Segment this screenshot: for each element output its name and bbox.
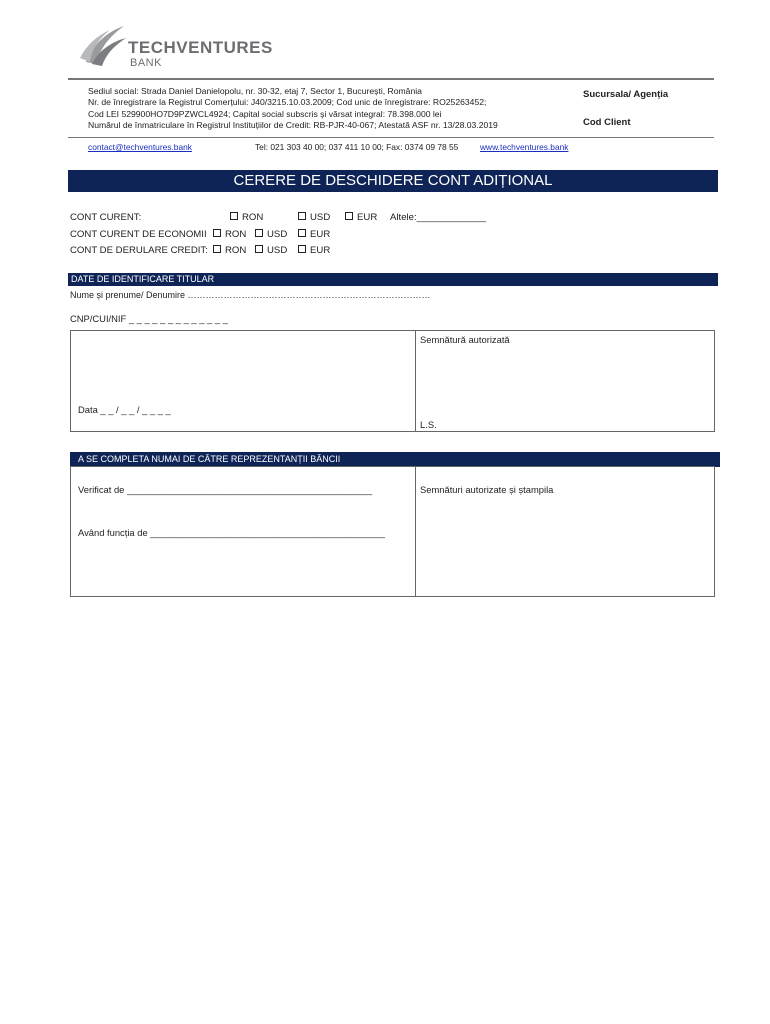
techventures-logo-icon xyxy=(78,22,128,66)
checkbox-icon[interactable] xyxy=(255,245,263,253)
checkbox-icon[interactable] xyxy=(298,212,306,220)
company-detail-line: Cod LEI 529900HO7D9PZWCL4924; Capital social subscris și vărsat integral: 78.398.000 lei xyxy=(88,108,442,119)
checkbox-icon[interactable] xyxy=(213,229,221,237)
checkbox-icon[interactable] xyxy=(298,245,306,253)
holder-box-divider xyxy=(415,330,416,431)
page-title: CERERE DE DESCHIDERE CONT ADIȚIONAL xyxy=(68,170,718,192)
bank-signatures-label: Semnături autorizate și ștampila xyxy=(420,484,554,495)
credit-ron-option[interactable]: RON xyxy=(213,245,246,256)
savings-account-label: CONT CURENT DE ECONOMII xyxy=(70,229,207,240)
brand-name: TECHVENTURES xyxy=(128,38,273,57)
company-detail-line: Nr. de înregistrare la Registrul Comerțului: J40/3215.10.03.2009; Cod unic de înregistrare: RO25263452; xyxy=(88,97,487,108)
brand-sub: BANK xyxy=(130,57,162,69)
checkbox-icon[interactable] xyxy=(255,229,263,237)
header-top-rule xyxy=(68,78,714,80)
holder-signature-box xyxy=(70,330,715,432)
credit-account-label: CONT DE DERULARE CREDIT: xyxy=(70,245,208,256)
bank-box-divider xyxy=(415,466,416,596)
checkbox-icon[interactable] xyxy=(213,245,221,253)
email-link[interactable]: contact@techventures.bank xyxy=(88,142,192,152)
checkbox-icon[interactable] xyxy=(345,212,353,220)
bank-section-header: A SE COMPLETA NUMAI DE CĂTRE REPREZENTANȚII BĂNCII xyxy=(70,452,720,467)
website-link[interactable]: www.techventures.bank xyxy=(480,142,569,152)
cnp-field[interactable]: CNP/CUI/NIF _ _ _ _ _ _ _ _ _ _ _ _ _ xyxy=(70,313,228,324)
branch-label: Sucursala/ Agenția xyxy=(583,89,669,100)
credit-usd-option[interactable]: USD xyxy=(255,245,287,256)
savings-usd-option[interactable]: USD xyxy=(255,229,287,240)
company-detail-line: Sediul social: Strada Daniel Danielopolu, nr. 30-32, etaj 7, Sector 1, București, România xyxy=(88,86,422,96)
authorized-signature-label: Semnătură autorizată xyxy=(420,334,510,345)
checkbox-icon[interactable] xyxy=(298,229,306,237)
date-field[interactable]: Data _ _ / _ _ / _ _ _ _ xyxy=(78,404,171,415)
header-bottom-rule xyxy=(68,137,714,138)
current-eur-option[interactable]: EUR xyxy=(345,212,377,223)
company-detail-line: Numărul de înmatriculare în Registrul Instituțiilor de Credit: RB-PJR-40-067; Atestată ASF nr. 13/28.03.2019 xyxy=(88,120,498,131)
client-code-label: Cod Client xyxy=(583,117,631,128)
ls-label: L.S. xyxy=(420,419,437,430)
savings-ron-option[interactable]: RON xyxy=(213,229,246,240)
current-usd-option[interactable]: USD xyxy=(298,212,330,223)
checkbox-icon[interactable] xyxy=(230,212,238,220)
function-field[interactable]: Având funcția de _____________________________________________ xyxy=(78,527,385,538)
current-ron-option[interactable]: RON xyxy=(230,212,263,223)
verified-by-field[interactable]: Verificat de _______________________________________________ xyxy=(78,484,373,495)
current-account-label: CONT CURENT: xyxy=(70,212,142,223)
credit-eur-option[interactable]: EUR xyxy=(298,245,330,256)
other-currency-field[interactable]: Altele:_____________ xyxy=(390,212,487,223)
name-field[interactable]: Nume și prenume/ Denumire ……………………………………………………………………… xyxy=(70,290,431,300)
savings-eur-option[interactable]: EUR xyxy=(298,229,330,240)
company-details xyxy=(88,86,568,132)
holder-section-header: DATE DE IDENTIFICARE TITULAR xyxy=(68,273,718,286)
phone-fax: Tel: 021 303 40 00; 037 411 10 00; Fax: 0374 09 78 55 xyxy=(255,142,459,152)
